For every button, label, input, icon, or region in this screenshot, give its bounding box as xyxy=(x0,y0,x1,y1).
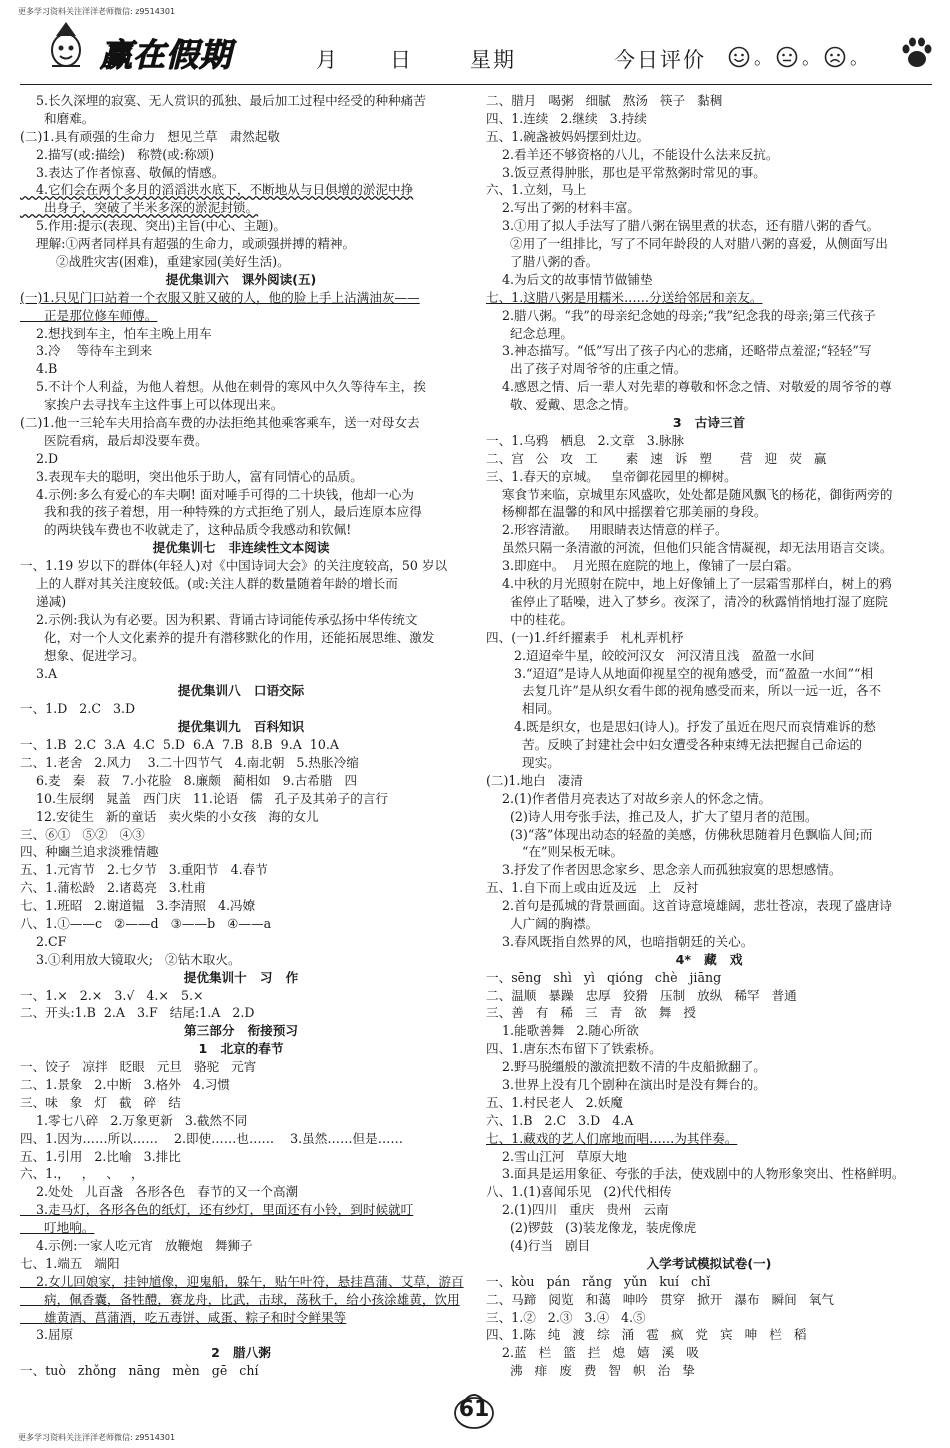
answer-line: 四、1.因为……所以…… 2.即使……也…… 3.虽然……但是…… xyxy=(20,1130,403,1146)
pencil-mascot-icon xyxy=(42,22,90,72)
answer-text: (一)1.只见门口站着一个衣服又脏又破的人，他的脸上手上沾满油灰—— xyxy=(20,289,420,305)
month-label: 月 xyxy=(316,48,339,72)
answer-line: 2.蓝 栏 篮 拦 熄 嬉 溪 吸 xyxy=(486,1345,699,1361)
answer-line: 四、1.唐东杰布留下了铁索桥。 xyxy=(486,1041,662,1057)
answer-line: 相同。 xyxy=(486,701,560,717)
section-heading: 提优集训九 百科知识 xyxy=(177,719,305,735)
answer-line: 一、1.D 2.C 3.D xyxy=(20,701,136,717)
answer-line: 4.中秋的月光照射在院中，地上好像铺上了一层霜雪那样白，树上的鸦 xyxy=(486,576,892,592)
answer-line: 二、宫 公 攻 工 素 速 诉 塑 营 迎 荧 赢 xyxy=(486,450,827,466)
section-heading: 1 北京的春节 xyxy=(198,1041,284,1057)
section-heading: 提优集训六 课外阅读(五) xyxy=(165,271,317,287)
answer-text: 3.走马灯，各形各色的纸灯，还有纱灯，里面还有小铃，到时候就叮 xyxy=(20,1202,414,1218)
answer-line: ②战胜灾害(困难)，重建家园(美好生活)。 xyxy=(20,254,290,270)
answer-line: 苦。反映了封建社会中妇女遭受各种束缚无法把握自己命运的 xyxy=(486,737,863,753)
answer-line: 五、1.引用 2.比喻 3.排比 xyxy=(20,1148,181,1164)
answer-line: 一、1.乌鸦 栖息 2.文章 3.脉脉 xyxy=(486,432,685,448)
answer-line: 和磨难。 xyxy=(20,110,95,126)
answer-line: 5.作用:提示(表现、突出)主旨(中心、主题)。 xyxy=(20,218,287,234)
answer-line: 四、种豳兰追求淡雅情趣 xyxy=(20,844,159,860)
answer-line: (二)1.具有顽强的生命力 想见兰草 肃然起敬 xyxy=(20,128,280,144)
answer-line xyxy=(20,1291,462,1309)
answer-line xyxy=(20,1309,462,1327)
answer-line: 2.看羊还不够资格的八儿，不能设什么法来反抗。 xyxy=(486,146,779,162)
answer-line: 五、1.自下而上或由近及远 上 反衬 xyxy=(486,880,699,896)
neutral-face-icon xyxy=(776,46,798,68)
answer-line: 2.野马脱缰般的激流把数不清的牛皮船掀翻了。 xyxy=(486,1059,766,1075)
answer-text: 病，佩香囊，备牲醴，赛龙舟，比武，击球，荡秋千，给小孩涂雄黄，饮用 xyxy=(20,1291,460,1307)
answer-text: 雄黄酒、菖蒲酒，吃五毒饼、咸蛋、粽子和时令鲜果等 xyxy=(20,1309,347,1325)
answer-line: 人广阔的胸襟。 xyxy=(486,915,599,931)
answer-line: 出了孩子对周爷爷的庄重之情。 xyxy=(486,361,687,377)
answer-line: 化，对一个人文化素养的提升有潜移默化的作用，还能拓展思维、激发 xyxy=(20,629,435,645)
answer-line: (二)1.他一三轮车夫用拾高车费的办法拒绝其他乘客乘车，送一对母女去 xyxy=(20,415,420,431)
answer-line: 寒食节来临，京城里东风盛吹，处处都是随风飘飞的杨花，御街两旁的 xyxy=(486,486,893,502)
answer-line: 一、1.B 2.C 3.A 4.C 5.D 6.A 7.B 8.B 9.A 10.A xyxy=(20,737,339,753)
answer-line: 3.面具是运用象征、夸张的手法，使戏剧中的人物形象突出、性格鲜明。 xyxy=(486,1166,905,1182)
answer-line: 四、1.连续 2.继续 3.持续 xyxy=(486,110,647,126)
answer-line: 五、1.村民老人 2.妖魔 xyxy=(486,1094,623,1110)
rating-label: 今日评价 xyxy=(614,48,706,72)
weekday-label: 星期 xyxy=(470,48,516,72)
answer-line xyxy=(20,1219,462,1237)
answer-line: 一、tuò zhǒng nāng mèn gē chí xyxy=(20,1363,259,1379)
day-label: 日 xyxy=(390,48,413,72)
section-heading: 2 腊八粥 xyxy=(211,1345,271,1361)
answer-line: 六、1.B 2.C 3.D 4.A xyxy=(486,1112,634,1128)
sad-face-icon xyxy=(824,46,846,68)
answer-line: 七、1.班昭 2.谢道韫 3.李清照 4.冯嫽 xyxy=(20,898,256,914)
answer-line: 2.(1)四川 重庆 贵州 云南 xyxy=(486,1202,669,1218)
brand-title: 赢在假期 xyxy=(100,36,233,74)
answer-line: 纪念总理。 xyxy=(486,325,573,341)
page-header xyxy=(20,18,932,76)
rating-separator: 。 xyxy=(850,48,868,69)
answer-line: 三、⑥① ⑤② ④③ xyxy=(20,826,145,842)
answer-line: 4.为后文的故事情节做铺垫 xyxy=(486,271,653,287)
answer-line: 六、1.立刻，马上 xyxy=(486,182,587,198)
answer-line: 一、sēng shì yì qióng chè jiāng xyxy=(486,969,722,985)
answer-line: 2.首句是孤城的背景画面。这首诗意境雄阔，悲壮苍凉，表现了盛唐诗 xyxy=(486,898,892,914)
answer-line: 3.A xyxy=(20,665,58,681)
answer-line: 三、善 有 稀 三 青 欲 舞 授 xyxy=(486,1005,697,1021)
answer-line: 3.抒发了作者因思念家乡、思念亲人而孤独寂寞的思想感情。 xyxy=(486,862,842,878)
answer-line: 我和我的孩子着想，用一种特殊的方式拒绝了别人，最后连原本应得 xyxy=(20,504,422,520)
header-rule xyxy=(20,84,932,85)
answer-line: (4)行当 剧目 xyxy=(486,1238,591,1253)
answer-line: 3.①用了拟人手法写了腊八粥在锅里煮的状态，还有腊八粥的香气。 xyxy=(486,218,880,234)
happy-face-icon xyxy=(728,46,750,68)
answer-line: 4.示例:一家人吃元宵 放鞭炮 舞狮子 xyxy=(20,1238,253,1253)
answer-line: 敬、爱戴、思念之情。 xyxy=(486,397,636,413)
answer-line: 现实。 xyxy=(486,754,560,770)
section-heading: 4* 藏 戏 xyxy=(675,951,743,967)
rating-separator: 。 xyxy=(802,48,820,69)
answer-line xyxy=(486,1130,932,1148)
answer-line xyxy=(20,289,462,307)
answer-line: ②用了一组排比，写了不同年龄段的人对腊八粥的喜爱，从侧面写出 xyxy=(486,236,888,252)
answer-line: 1.零七八碎 2.万象更新 3.截然不同 xyxy=(20,1112,248,1128)
answer-line: 二、温顺 暴躁 忠厚 狡猾 压制 放纵 稀罕 普通 xyxy=(486,987,797,1003)
answer-text: 七、1.这腊八粥是用糯米……分送给邻居和亲友。 xyxy=(486,289,763,305)
answer-line: 3.冷 等待车主到来 xyxy=(20,343,153,359)
answer-line: 五、1.碗盏被妈妈摆到灶边。 xyxy=(486,128,650,144)
answer-line: 四、(一)1.纤纤擢素手 札札弄机杼 xyxy=(486,629,684,645)
answer-line: 六、1.， ， 、 ， xyxy=(20,1166,144,1182)
answer-line: 沸 痱 废 费 智 帜 治 挚 xyxy=(486,1363,695,1379)
answer-line: 3.表达了作者惊喜、敬佩的情感。 xyxy=(20,164,225,180)
answer-line: 一、1.19 岁以下的群体(年轻人)对《中国诗词大会》的关注度较高，50 岁以 xyxy=(20,558,448,574)
answer-line xyxy=(20,1201,462,1219)
section-heading: 提优集训八 口语交际 xyxy=(177,683,305,699)
answer-line: 一、kòu pán rǎng yǔn kuí chǐ xyxy=(486,1273,711,1289)
answer-line: 理解:①两者同样具有超强的生命力，或顽强拼搏的精神。 xyxy=(20,236,356,252)
answer-line: 5.长久深埋的寂寞、无人赏识的孤独、最后加工过程中经受的种种痛苦 xyxy=(20,93,426,108)
answer-line: 3.世界上没有几个剧种在演出时是没有舞台的。 xyxy=(486,1076,766,1092)
answer-line: 2.描写(或:描绘) 称赞(或:称颂) xyxy=(20,146,215,162)
answer-line: 七、1.端五 端阳 xyxy=(20,1255,120,1271)
answer-line: 6.麦 秦 菽 7.小花脸 8.廉颇 蔺相如 9.古希腊 四 xyxy=(20,772,358,788)
section-heading: 3 古诗三首 xyxy=(672,415,746,431)
answer-line: 二、马蹄 阅览 和蔼 呻吟 贯穿 掀开 瀑布 瞬间 氧气 xyxy=(486,1291,834,1307)
answer-line: 2.(1)作者借月亮表达了对故乡亲人的怀念之情。 xyxy=(486,790,772,806)
answer-line: 10.生辰纲 晁盖 西门庆 11.论语 儒 孔子及其弟子的言行 xyxy=(20,790,388,806)
answer-line: 2.形容清澈。 用眼睛表达情意的样子。 xyxy=(486,522,728,538)
rating-faces xyxy=(728,44,870,70)
section-heading: 第三部分 衔接预习 xyxy=(184,1023,298,1039)
answer-line: 3.春风既指自然界的风，也暗指朝廷的关心。 xyxy=(486,933,754,949)
page-number: 61 xyxy=(458,1397,490,1422)
answer-line: 杨柳都在温馨的和风中摇摆着它那美丽的身段。 xyxy=(486,504,767,520)
answer-text: 正是那位修车师傅。 xyxy=(20,307,158,323)
answer-line: 2.处处 儿百盏 各形各色 春节的又一个高潮 xyxy=(20,1184,299,1200)
answer-text: 叮地响。 xyxy=(20,1220,95,1236)
answer-line: 2.CF xyxy=(20,933,67,949)
answer-line xyxy=(20,1273,462,1291)
answer-line: 3.“迢迢”是诗人从地面仰视星空的视角感受，而“盈盈一水间”“相 xyxy=(486,665,874,681)
answer-line: (二)1.地白 凄清 xyxy=(486,772,583,788)
watermark-bottom: 更多学习资料关注洋洋老师微信: z9514301 xyxy=(18,1433,176,1442)
answer-line xyxy=(20,199,462,217)
answer-line: 一、1.× 2.× 3.√ 4.× 5.× xyxy=(20,987,204,1003)
answer-line: 1.能歌善舞 2.随心所欲 xyxy=(486,1023,639,1039)
answer-line: 12.安徒生 新的童话 卖火柴的小女孩 海的女儿 xyxy=(20,808,319,824)
rating-separator: 。 xyxy=(754,48,772,69)
answer-text: 4.它们会在两个多月的滔滔洪水底下，不断地从与日俱增的淤泥中挣 xyxy=(20,182,414,198)
answer-line: 八、1.(1)喜闻乐见 (2)代代相传 xyxy=(486,1184,672,1200)
answer-line: 4.感恩之情、后一辈人对先辈的尊敬和怀念之情、对敬爱的周爷爷的尊 xyxy=(486,379,892,395)
answer-line: 2.雪山江河 草原大地 xyxy=(486,1148,627,1164)
answer-line: 医院看病，最后却没要车费。 xyxy=(20,432,208,448)
answer-line: 2.示例:我认为有必要。因为积累、背诵古诗词能传承弘扬中华传统文 xyxy=(20,611,418,627)
section-heading: 入学考试模拟试卷(一) xyxy=(646,1255,772,1271)
section-heading: 提优集训七 非连续性文本阅读 xyxy=(152,540,330,556)
answer-line: 3.即庭中。 月光照在庭院的地上，像铺了一层白霜。 xyxy=(486,558,800,574)
answer-line: 4.B xyxy=(20,361,58,377)
answer-line: 2.写出了粥的材料丰富。 xyxy=(486,200,640,216)
answer-line: 中的桂花。 xyxy=(486,611,573,627)
answer-line: 二、腊月 喝粥 细腻 熬汤 筷子 黏稠 xyxy=(486,93,723,108)
answer-line: 雀停止了聒噪，进入了梦乡。夜深了，清冷的秋露悄悄地打湿了庭院 xyxy=(486,593,888,609)
answer-line: 2.想找到车主，怕车主晚上用车 xyxy=(20,325,212,341)
answer-line: 2.腊八粥。“我”的母亲纪念她的母亲;“我”纪念我的母亲;第三代孩子 xyxy=(486,307,876,323)
answer-text: 七、1.藏戏的艺人们席地而唱……为其伴奏。 xyxy=(486,1130,738,1146)
answer-column-left xyxy=(20,92,462,1380)
answer-line: 4.既是织女，也是思妇(诗人)。抒发了虽近在咫尺而哀情难诉的愁 xyxy=(486,719,876,735)
answer-text: 出身子，突破了半米多深的淤泥封锁。 xyxy=(20,200,259,216)
answer-line xyxy=(486,289,932,307)
answer-line: 四、1.陈 纯 渡 综 涌 雹 疯 党 宾 呻 栏 稻 xyxy=(486,1327,807,1343)
answer-line: 上的人群对其关注度较低。(或:关注人群的数量随着年龄的增长而 xyxy=(20,576,398,592)
answer-line: 三、1.② 2.③ 3.④ 4.⑤ xyxy=(486,1309,646,1325)
section-heading: 提优集训十 习 作 xyxy=(183,969,299,985)
answer-line: 三、1.春天的京城。 皇帝御花园里的柳树。 xyxy=(486,468,737,484)
answer-line: 2.D xyxy=(20,450,59,466)
answer-line: 二、开头:1.B 2.A 3.F 结尾:1.A 2.D xyxy=(20,1005,255,1021)
answer-line: 3.①利用放大镜取火; ②钻木取火。 xyxy=(20,951,241,967)
answer-line: 二、1.老舍 2.风力 3.二十四节气 4.南北朝 5.热胀冷缩 xyxy=(20,754,359,770)
answer-line: (2)诗人用夸张手法，推己及人，扩大了望月者的范围。 xyxy=(486,808,818,824)
answer-line xyxy=(20,307,462,325)
answer-line: 三、味 象 灯 截 碎 结 xyxy=(20,1094,181,1110)
answer-line: 六、1.蒲松龄 2.诸葛亮 3.杜甫 xyxy=(20,880,207,896)
answer-line: 2.迢迢牵牛星，皎皎河汉女 河汉清且浅 盈盈一水间 xyxy=(486,647,815,663)
answer-column-right xyxy=(486,92,932,1380)
answer-line: 八、1.①——c ②——d ③——b ④——a xyxy=(20,915,272,931)
answer-line: 递减) xyxy=(20,593,67,609)
answer-line: 虽然只隔一条清澈的河流，但他们只能含情凝视，却无法用语言交谈。 xyxy=(486,540,893,556)
answer-line: 3.神态描写。“低”写出了孩子内心的悲痛，还略带点羞涩;“轻轻”写 xyxy=(486,343,872,359)
answer-line: (3)“落”体现出动态的轻盈的美感，仿佛秋思随着月色飘临人间;而 xyxy=(486,826,873,842)
answer-line: 家挨户去寻找车主这件事上可以体现出来。 xyxy=(20,397,284,413)
answer-line: (2)锣鼓 (3)装龙像龙，装虎像虎 xyxy=(486,1220,697,1236)
watermark-top: 更多学习资料关注洋洋老师微信: z9514301 xyxy=(18,7,176,16)
page-number-badge xyxy=(452,1391,496,1431)
answer-line: 了腊八粥的香。 xyxy=(486,254,599,270)
answer-line: 4.示例:多么有爱心的车夫啊! 面对唾手可得的二十块钱，他却一心为 xyxy=(20,486,414,502)
answer-line: “在”则呆板无味。 xyxy=(486,844,624,860)
answer-line: 5.不计个人利益，为他人着想。从他在刺骨的寒风中久久等待车主，挨 xyxy=(20,379,426,395)
answer-line: 二、1.景象 2.中断 3.格外 4.习惯 xyxy=(20,1076,231,1092)
answer-text: 2.女儿回娘家，挂钟馗像，迎鬼船，躲午，贴午叶符，悬挂菖蒲、艾草，游百 xyxy=(20,1273,464,1289)
answer-line: 3.饭豆煮得肿胀，那也是平常熬粥时常见的事。 xyxy=(486,164,766,180)
answer-line: 3.表现车夫的聪明，突出他乐于助人，富有同情心的品质。 xyxy=(20,468,363,484)
paw-print-icon xyxy=(900,36,934,70)
answer-line xyxy=(20,181,462,199)
answer-line: 的两块钱车费也不收就走了，这种品质令我感动和钦佩! xyxy=(20,522,352,538)
answer-line: 一、饺子 凉拌 眨眼 元旦 骆驼 元宵 xyxy=(20,1059,257,1075)
answer-line: 想象、促进学习。 xyxy=(20,647,145,663)
answer-line: 3.屈原 xyxy=(20,1327,74,1343)
answer-line: 五、1.元宵节 2.七夕节 3.重阳节 4.春节 xyxy=(20,862,268,878)
answer-line: 去复几许”是从织女看牛郎的视角感受而来，所以一远一近，各不 xyxy=(486,683,882,699)
